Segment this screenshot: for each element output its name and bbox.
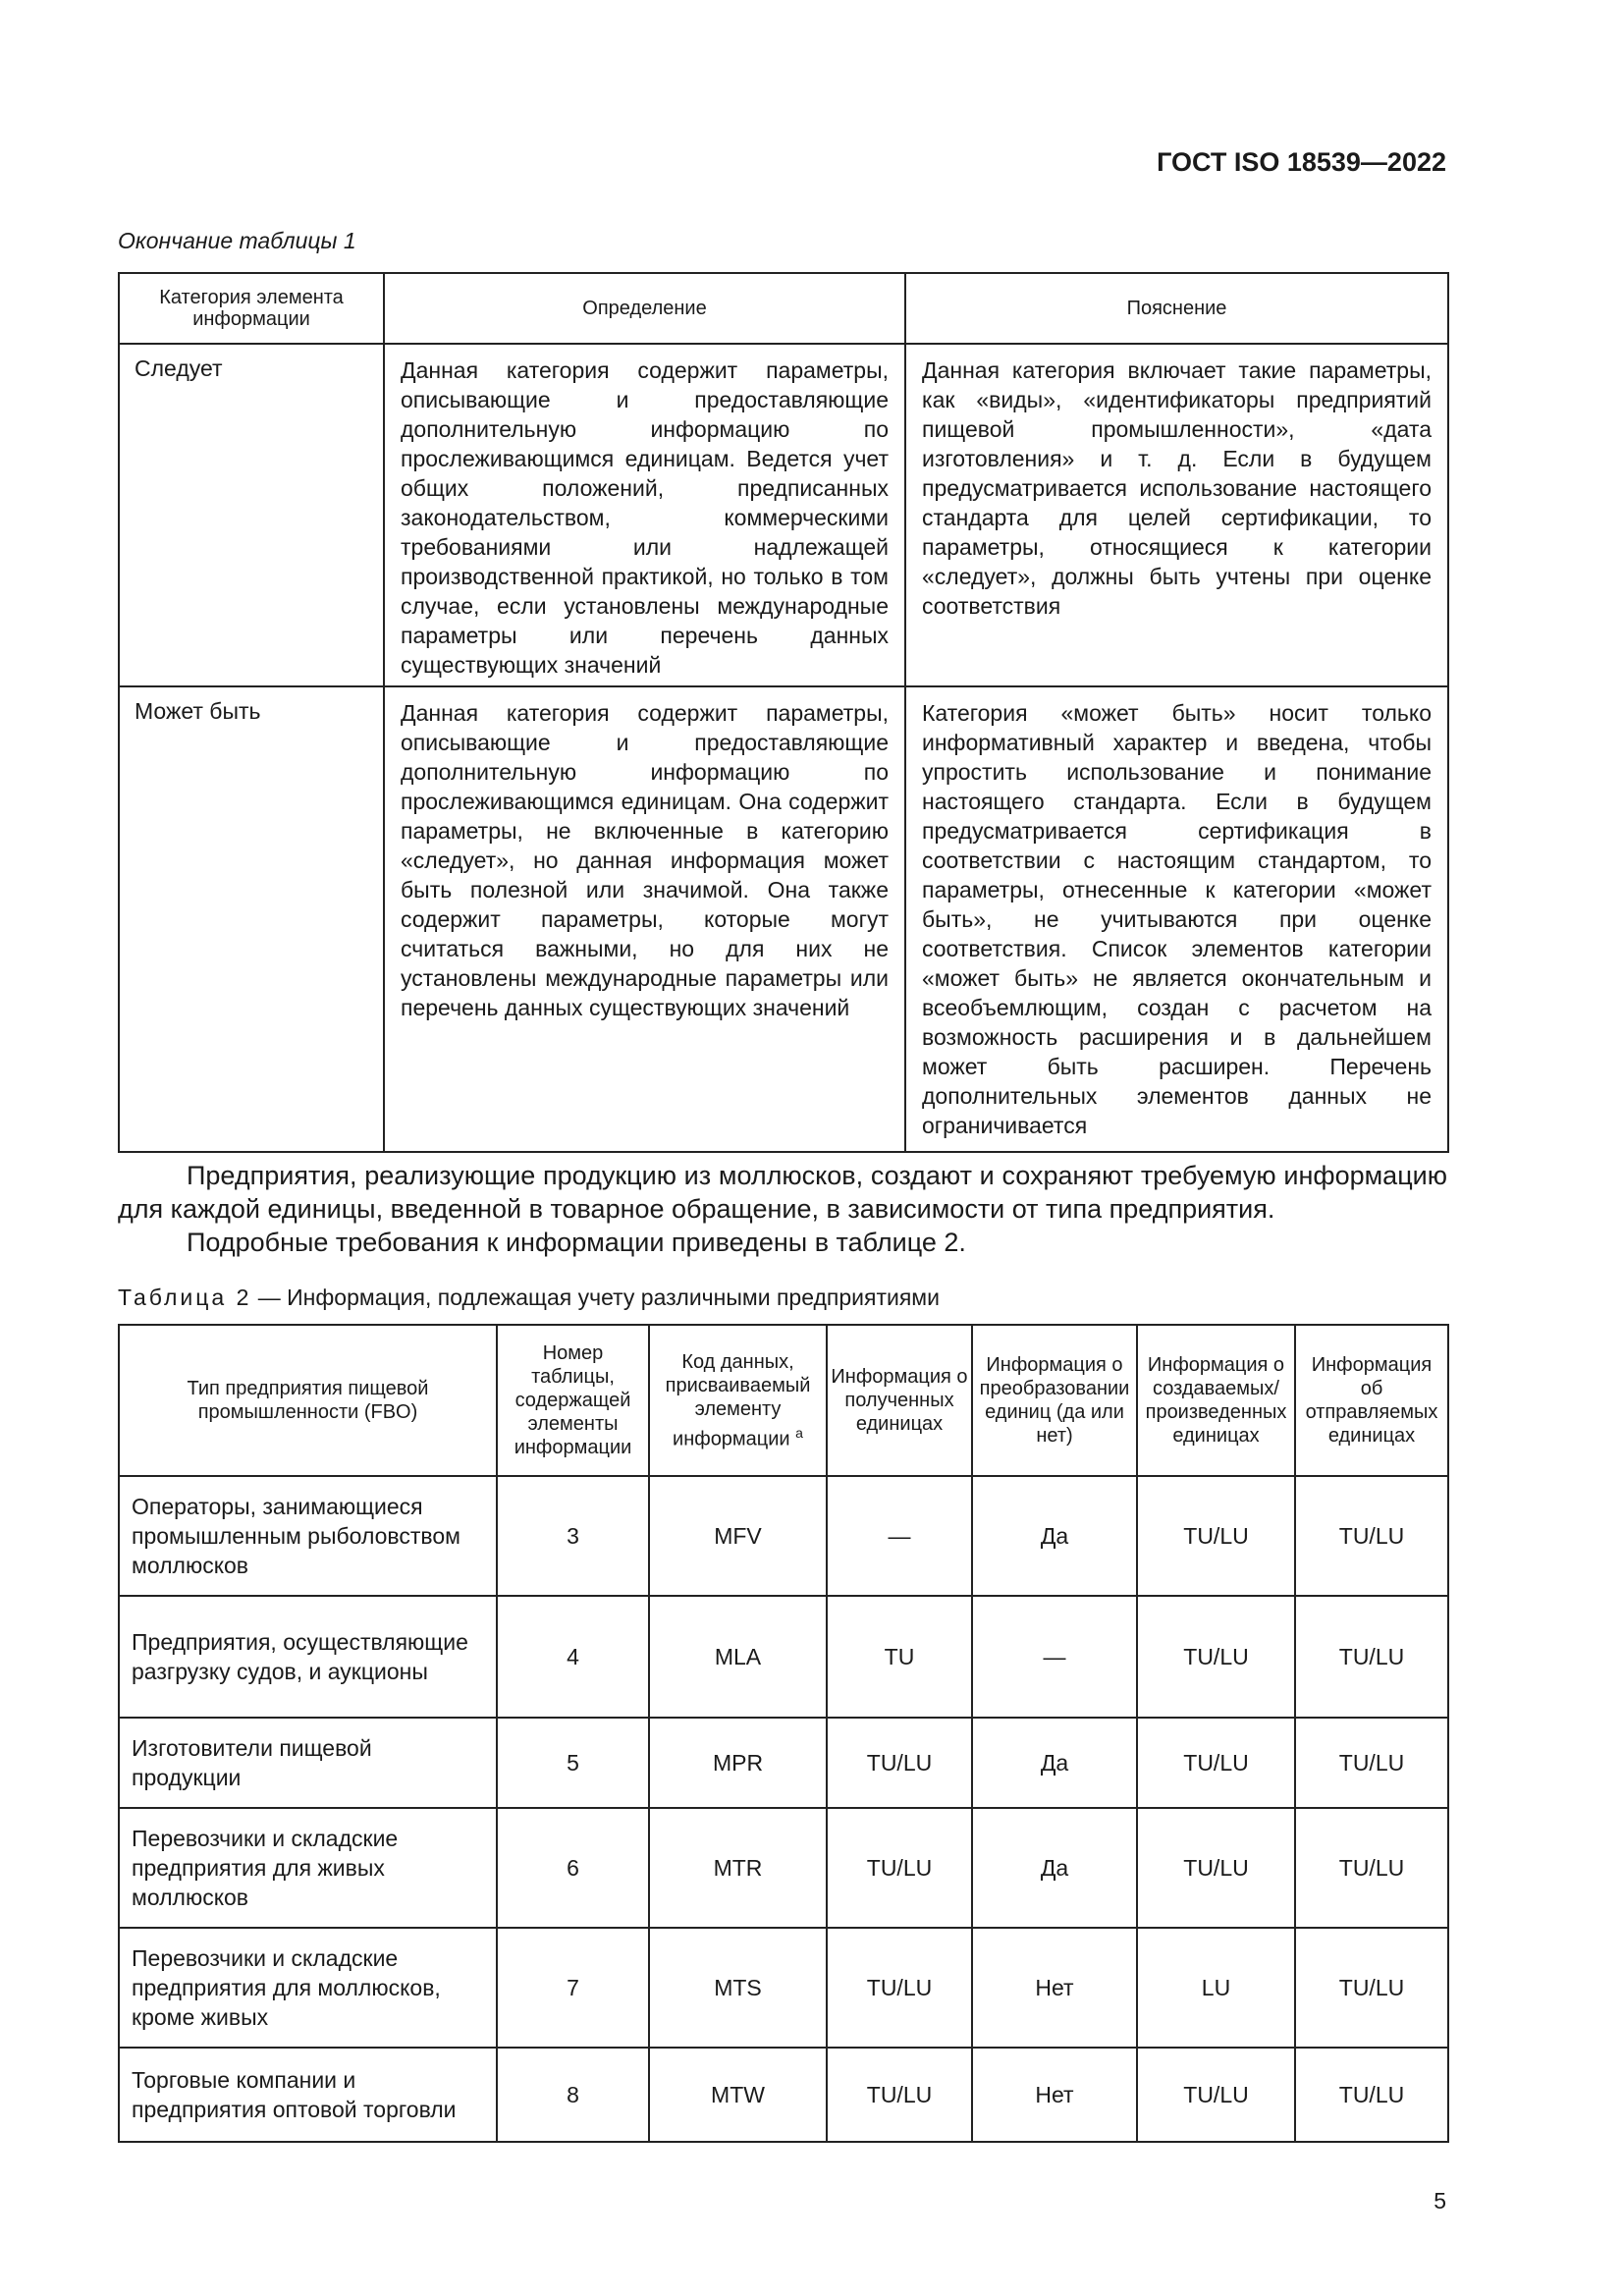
table2-header-data-code bbox=[649, 1325, 827, 1476]
table2-caption-label: Таблица 2 bbox=[118, 1285, 252, 1310]
table2-cell: — bbox=[972, 1596, 1137, 1718]
table2-header-transformation: Информация о преобразовании единиц (да или нет) bbox=[972, 1325, 1137, 1476]
table2-cell: 8 bbox=[497, 2048, 649, 2142]
table1-continuation-caption: Окончание таблицы 1 bbox=[118, 228, 356, 253]
table2-cell-fbo: Перевозчики и складские предприятия для моллюсков, кроме живых bbox=[119, 1928, 497, 2048]
table2-cell: TU/LU bbox=[827, 1928, 972, 2048]
table1-header-explanation: Пояснение bbox=[905, 273, 1448, 344]
body-paragraph-1: Предприятия, реализующие продукцию из моллюсков, создают и сохраняют требуемую информацию для каждой единицы, введенной в товарное обращение, в зависимости от типа предприятия. bbox=[118, 1161, 1447, 1224]
table2-cell: MTR bbox=[649, 1808, 827, 1928]
table-row bbox=[119, 344, 1448, 686]
table2-cell: TU/LU bbox=[827, 1718, 972, 1808]
table-row bbox=[119, 1928, 1448, 2048]
table-row bbox=[119, 1476, 1448, 1596]
table1-cell-definition: Данная категория содержит параметры, описывающие и предоставляющие дополнительную информацию по прослеживающимся единицам. Она содержит параметры, не включенные в категорию «следует», но данная информация может быть полезной или значимой. Она также содержит параметры, которые могут считаться важными, но для них не установлены международные параметры или перечень данных существующих значений bbox=[384, 686, 905, 1152]
table2-cell: TU bbox=[827, 1596, 972, 1718]
table2-cell: MFV bbox=[649, 1476, 827, 1596]
table2-cell: TU/LU bbox=[1137, 1718, 1295, 1808]
table1-header-category: Категория элемента информации bbox=[119, 273, 384, 344]
table2-caption bbox=[118, 1285, 940, 1311]
table2-cell: 5 bbox=[497, 1718, 649, 1808]
table2-cell: TU/LU bbox=[1295, 1476, 1448, 1596]
table2-cell: TU/LU bbox=[1295, 1718, 1448, 1808]
table2-cell: Да bbox=[972, 1476, 1137, 1596]
table2-cell-fbo: Предприятия, осуществляющие разгрузку судов, и аукционы bbox=[119, 1596, 497, 1718]
table2-caption-text: — Информация, подлежащая учету различными предприятиями bbox=[251, 1285, 940, 1310]
table1-header-definition: Определение bbox=[384, 273, 905, 344]
table2-cell-fbo: Перевозчики и складские предприятия для живых моллюсков bbox=[119, 1808, 497, 1928]
table2-cell: TU/LU bbox=[1137, 1476, 1295, 1596]
table-row bbox=[119, 1718, 1448, 1808]
table2-cell: 6 bbox=[497, 1808, 649, 1928]
table2-cell: TU/LU bbox=[1295, 1928, 1448, 2048]
footnote-marker: a bbox=[795, 1424, 803, 1441]
table2-cell: MPR bbox=[649, 1718, 827, 1808]
table2-cell: TU/LU bbox=[1137, 2048, 1295, 2142]
table2-cell: TU/LU bbox=[1295, 2048, 1448, 2142]
table1-cell-explanation: Категория «может быть» носит только информативный характер и введена, чтобы упростить использование и понимание настоящего стандарта. Если в будущем предусматривается сертификация в соответствии с настоящим стандартом, то параметры, отнесенные к категории «может быть», не учитываются при оценке соответствия. Список элементов категории «может быть» не является окончательным и всеобъемлющим, создан с расчетом на возможность расширения и в дальнейшем может быть расширен. Перечень дополнительных элементов данных не ограничивается bbox=[905, 686, 1448, 1152]
table2-cell: Нет bbox=[972, 1928, 1137, 2048]
table2-cell-fbo: Торговые компании и предприятия оптовой торговли bbox=[119, 2048, 497, 2142]
table-row bbox=[119, 1808, 1448, 1928]
table2-header-fbo-type: Тип предприятия пищевой промышленности (FBO) bbox=[119, 1325, 497, 1476]
table2-header-created-units: Информация о создаваемых/произведенных единицах bbox=[1137, 1325, 1295, 1476]
table2-cell: 3 bbox=[497, 1476, 649, 1596]
table1-header-row bbox=[119, 273, 1448, 344]
table2-cell: Да bbox=[972, 1718, 1137, 1808]
table2-cell: TU/LU bbox=[827, 2048, 972, 2142]
table-2 bbox=[118, 1324, 1449, 2143]
table-row bbox=[119, 686, 1448, 1152]
table-row bbox=[119, 1596, 1448, 1718]
table2-header-data-code-text: Код данных, присваиваемый элементу информации bbox=[665, 1350, 811, 1450]
table2-cell: TU/LU bbox=[1295, 1596, 1448, 1718]
table2-header-row bbox=[119, 1325, 1448, 1476]
table2-cell: TU/LU bbox=[1137, 1596, 1295, 1718]
table1-cell-category: Следует bbox=[119, 344, 384, 686]
table2-cell: — bbox=[827, 1476, 972, 1596]
table2-cell: TU/LU bbox=[1137, 1808, 1295, 1928]
table2-header-shipped-units: Информация об отправляемых единицах bbox=[1295, 1325, 1448, 1476]
table2-cell: Да bbox=[972, 1808, 1137, 1928]
document-id: ГОСТ ISO 18539—2022 bbox=[1157, 147, 1446, 177]
table2-cell: 4 bbox=[497, 1596, 649, 1718]
page-number: 5 bbox=[1434, 2188, 1446, 2214]
body-paragraph-2: Подробные требования к информации приведены в таблице 2. bbox=[187, 1228, 966, 1257]
table1-cell-category: Может быть bbox=[119, 686, 384, 1152]
table2-cell: MLA bbox=[649, 1596, 827, 1718]
table1-cell-explanation: Данная категория включает такие параметры, как «виды», «идентификаторы предприятий пищевой промышленности», «дата изготовления» и т. д. Если в будущем предусматривается использование настоящего стандарта для целей сертификации, то параметры, относящиеся к категории «следует», должны быть учтены при оценке соответствия bbox=[905, 344, 1448, 686]
table2-cell: 7 bbox=[497, 1928, 649, 2048]
table2-header-received-units: Информация о полученных единицах bbox=[827, 1325, 972, 1476]
table-1 bbox=[118, 272, 1449, 1153]
table2-cell: MTS bbox=[649, 1928, 827, 2048]
table2-cell: Нет bbox=[972, 2048, 1137, 2142]
table-row bbox=[119, 2048, 1448, 2142]
table2-cell: TU/LU bbox=[827, 1808, 972, 1928]
table2-cell: TU/LU bbox=[1295, 1808, 1448, 1928]
table2-cell-fbo: Изготовители пищевой продукции bbox=[119, 1718, 497, 1808]
table2-cell: LU bbox=[1137, 1928, 1295, 2048]
table1-cell-definition: Данная категория содержит параметры, описывающие и предоставляющие дополнительную информацию по прослеживающимся единицам. Ведется учет общих положений, предписанных законодательством, коммерческими требованиями или надлежащей производственной практикой, но только в том случае, если установлены международные параметры или перечень данных существующих значений bbox=[384, 344, 905, 686]
table2-cell: MTW bbox=[649, 2048, 827, 2142]
table2-header-table-number: Номер таблицы, содержащей элементы информации bbox=[497, 1325, 649, 1476]
table2-cell-fbo: Операторы, занимающиеся промышленным рыболовством моллюсков bbox=[119, 1476, 497, 1596]
